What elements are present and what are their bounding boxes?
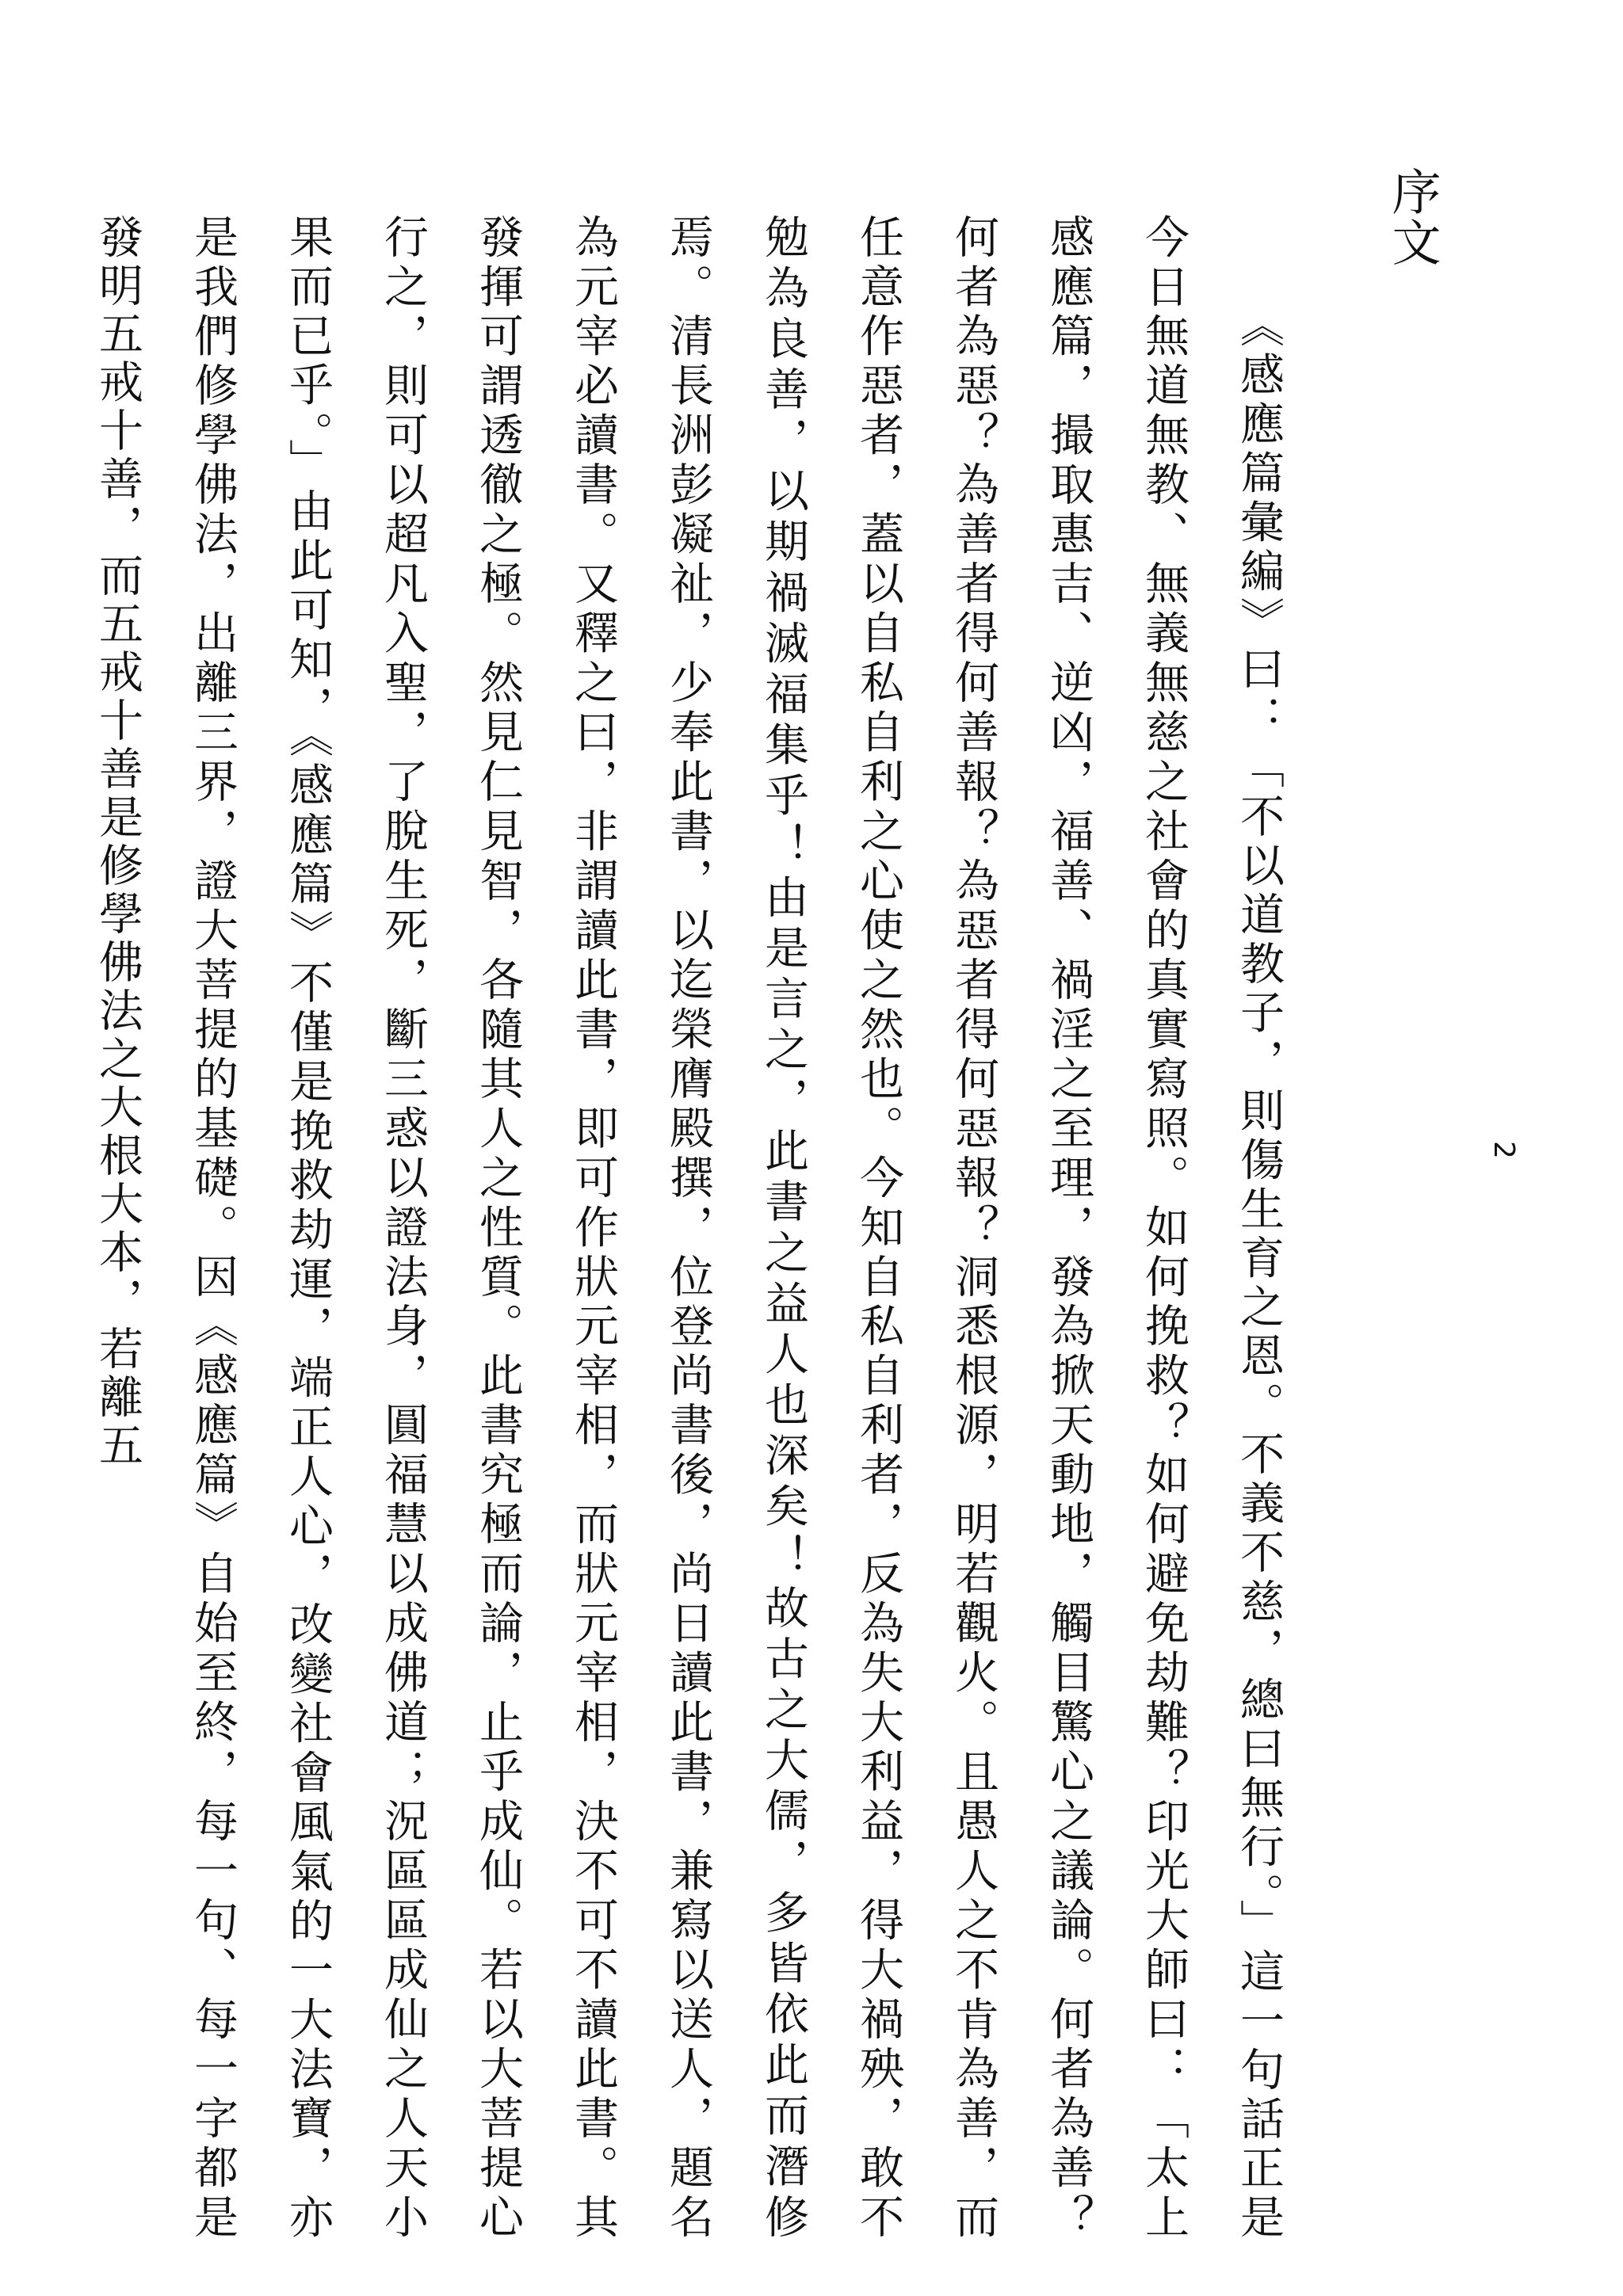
page-title: 序文	[1384, 166, 1442, 268]
body-text	[70, 214, 1306, 2242]
paragraph: 《感應篇彙編》曰：「不以道教子，則傷生育之恩。不義不慈，總曰無行。」這一句話正是今日無道無教、無義無慈之社會的真實寫照。如何挽救？如何避免劫難？印光大師曰：「太上感應篇，撮取惠吉、逆凶，福善、禍淫之至理，發為掀天動地，觸目驚心之議論。何者為善？何者為惡？為善者得何善報？為惡者得何惡報？洞悉根源，明若觀火。且愚人之不肯為善，而任意作惡者，蓋以自私自利之心使之然也。今知自私自利者，反為失大利益，得大禍殃，敢不勉為良善，以期禍滅福集乎！由是言之，此書之益人也深矣！故古之大儒，多皆依此而潛修焉。清長洲彭凝祉，少奉此書，以迄榮膺殿撰，位登尚書後，尚日讀此書，兼寫以送人，題名為元宰必讀書。又釋之曰，非謂讀此書，即可作狀元宰相，而狀元宰相，決不可不讀此書。其發揮可謂透徹之極。然見仁見智，各隨其人之性質。此書究極而論，止乎成仙。若以大菩提心行之，則可以超凡入聖，了脫生死，斷三惑以證法身，圓福慧以成佛道；況區區成仙之人天小果而已乎。」由此可知，《感應篇》不僅是挽救劫運，端正人心，改變社會風氣的一大法寶，亦是我們修學佛法，出離三界，證大菩提的基礎。因《感應篇》自始至終，每一句、每一字都是發明五戒十善，而五戒十善是修學佛法之大根大本，若離五	[92, 214, 1285, 2242]
page-number: 2	[1487, 1141, 1520, 1159]
